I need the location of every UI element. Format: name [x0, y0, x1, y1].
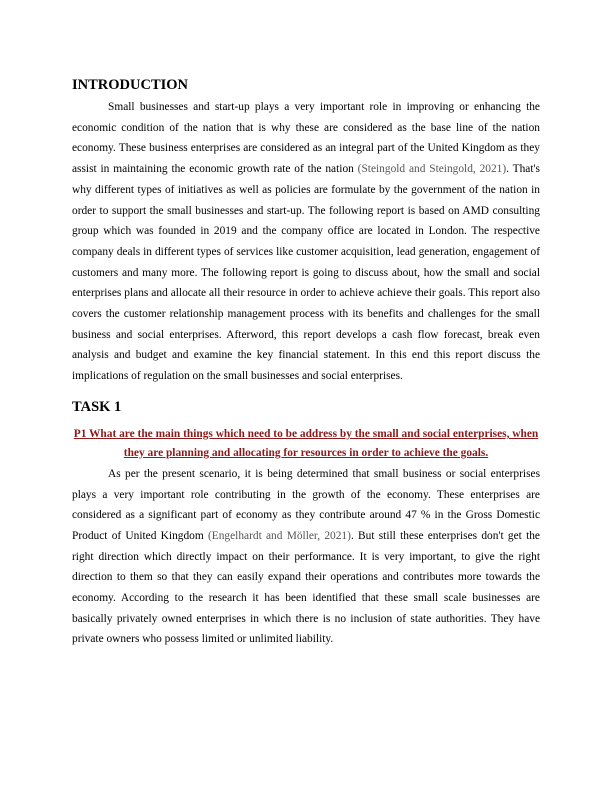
citation-steingold: (Steingold and Steingold, 2021): [357, 163, 507, 176]
task-1-paragraph: [72, 464, 540, 650]
task-1-text-2: . But still these enterprises don't get the right direction which directly impact on their performance. It is very important, to give the right direction to them so that they can easily expand their operations and contributes more towards the economy. According to the research it has been identified that these small scale businesses are basically privately owned enterprises in which there is no inclusion of state authorities. They have private owners who possess limited or unlimited liability.: [72, 529, 540, 646]
introduction-heading: INTRODUCTION: [72, 77, 189, 93]
task-1-text-1: As per the present scenario, it is being determined that small business or social enterprises plays a very important role contributing in the growth of the economy. These enterprises are considered as a significant part of economy as they contribute around 47 % in the Gross Domestic Product of United Kingdom: [72, 467, 540, 542]
task-1-heading: TASK 1: [72, 398, 122, 415]
document-page: [72, 76, 540, 650]
introduction-text-1: Small businesses and start-up plays a very important role in improving or enhancing the economic condition of the nation that is why these are considered as the base line of the nation economy. These business enterprises are considered as an integral part of the United Kingdom as they assist in maintaining the economic growth rate of the nation: [72, 101, 540, 176]
task-1-question: P1 What are the main things which need to be address by the small and social enterprises, when they are planning and allocating for resources in order to achieve the goals.: [73, 427, 539, 459]
introduction-text-2: . That's why different types of initiatives as well as policies are formulate by the government of the nation in order to support the small businesses and start-up. The following report is based on AMD consulting group which was founded in 2019 and the company office are located in London. The respective company deals in different types of services like customer acquisition, lead generation, engagement of customers and many more. The following report is going to discuss about, how the small and social enterprises plans and allocate all their resource in order to achieve achieve their goals. This report also covers the customer relationship management process with its benefits and challenges for the small business and social enterprises. Afterword, this report develops a cash flow forecast, break even analysis and budget and examine the key financial statement. In this end this report discuss the implications of regulation on the small businesses and social enterprises.: [72, 163, 540, 383]
citation-engelhardt: (Engelhardt and Möller, 2021): [207, 529, 351, 542]
introduction-paragraph: [72, 97, 540, 387]
